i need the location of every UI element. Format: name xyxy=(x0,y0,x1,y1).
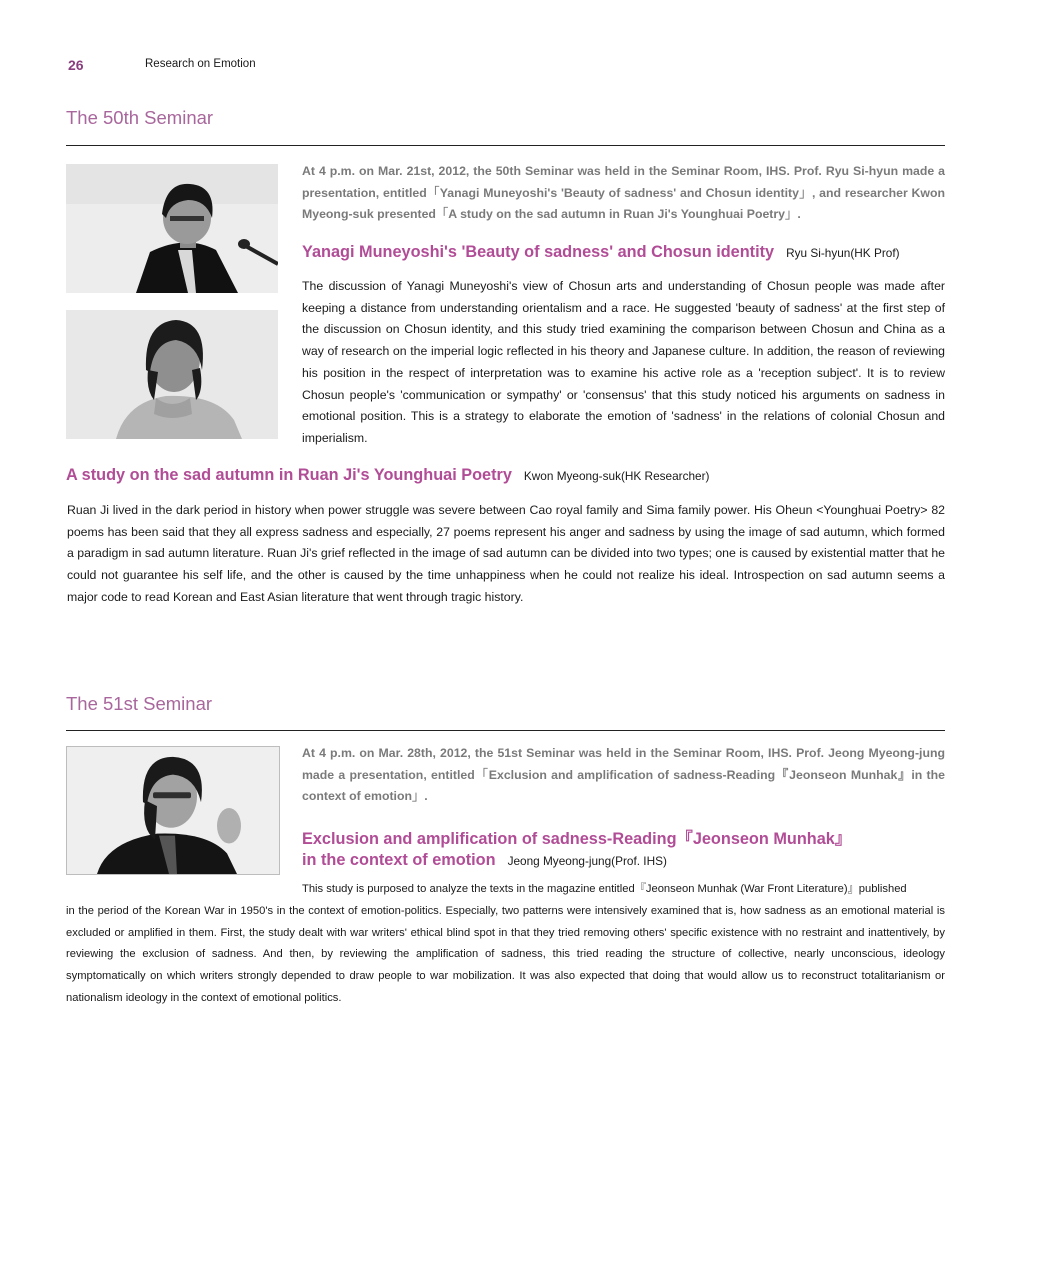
running-header: Research on Emotion xyxy=(145,58,256,70)
talk-title-text: A study on the sad autumn in Ruan Ji's Younghuai Poetry xyxy=(66,466,512,484)
abstract-yanagi: The discussion of Yanagi Muneyoshi's view of Chosun arts and understanding of Chosun people was made after keeping a distance from understanding orientalism and a race. He suggested 'beauty of sadness' at the first step of the discussion on Chosun identity, and this study tried examining the comparison between Chosun and China as a way of research on the imperial logic reflected in his theory and Japanese culture. In addition, the reason of reviewing his position in the respect of interpretation was to examine his active role as a 'reception subject'. It is to review Chosun people's 'communication or sympathy' or 'consensus' that this study noticed his arguments on sadness in emotional position. This is a strategy to elaborate the emotion of 'sadness' in the relations of colonial Chosun and imperialism. xyxy=(302,279,945,445)
section-divider xyxy=(66,730,945,731)
talk-title-text: Yanagi Muneyoshi's 'Beauty of sadness' and Chosun identity xyxy=(302,243,775,261)
speaker-name: Ryu Si-hyun(HK Prof) xyxy=(786,246,900,260)
speaker-name: Kwon Myeong-suk(HK Researcher) xyxy=(523,469,710,483)
page-number: 26 xyxy=(68,57,84,73)
seminar-50-title: The 50th Seminar xyxy=(66,107,214,128)
abstract-ruan-ji: Ruan Ji lived in the dark period in history when power struggle was severe between Cao royal family and Sima family power. His Oheun <Younghuai Poetry> 82 poems has been said that they all express sadness and especially, 27 poems represent his anger and sadness by using the image of sad autumn, which formed a paradigm in sad autumn literature. Ruan Ji's grief reflected in the image of sad autumn can be divided into two types; one is caused by existential matter that he could not guarantee his self life, and the other is caused by the time unhappiness when he could not realize his ideal. Introspection on sad autumn seems a major code to read Korean and East Asian literature that went through tragic history. xyxy=(67,503,945,604)
talk-title-ruan-ji xyxy=(66,466,709,485)
abstract-jeonseon: in the period of the Korean War in 1950's in the context of emotion-politics. Especially, two patterns were intensively examined that is, how sadness as an emotional material is excluded or amplified in them. First, the study dealt with war writers' ethical blind spot in that they tried removing others' specific existence with no restraint and inattentively, by reviewing the exclusion of sadness. And then, by reviewing the amplification of sadness, this tried reading the structure of collective, nearly unconscious, ideology symptomatically on which writers strongly depended to draw people to war mobilization. It was also expected that doing that would allow us to reconstruct totalitarianism or nationalism ideology in the context of emotional politics. xyxy=(66,905,945,1004)
speaker-photo-kwon xyxy=(66,310,278,439)
seminar-51-title: The 51st Seminar xyxy=(66,693,213,714)
talk-title-text: in the context of emotion xyxy=(302,851,496,869)
seminar-50-intro: At 4 p.m. on Mar. 21st, 2012, the 50th Seminar was held in the Seminar Room, IHS. Prof. Ryu Si-hyun made a presentation, entitled「Yanagi Muneyoshi's 'Beauty of sadness' and Chosun identity」, and researcher Kwon Myeong-suk presented「A study on the sad autumn in Ruan Ji's Younghuai Poetry」. xyxy=(302,164,945,222)
speaker-photo-jeong xyxy=(66,746,280,875)
seminar-51-intro: At 4 p.m. on Mar. 28th, 2012, the 51st Seminar was held in the Seminar Room, IHS. Prof. Jeong Myeong-jung made a presentation, entitled「Exclusion and amplification of sadness-Reading『Jeonseon Munhak』in the context of emotion」. xyxy=(302,746,945,804)
talk-title-jeonseon-line2 xyxy=(302,851,667,870)
talk-title-yanagi xyxy=(302,243,900,262)
abstract-jeonseon-lead: This study is purposed to analyze the texts in the magazine entitled『Jeonseon Munhak (War Front Literature)』published xyxy=(302,883,907,895)
section-divider xyxy=(66,145,945,146)
speaker-name: Jeong Myeong-jung(Prof. IHS) xyxy=(507,854,667,868)
talk-title-jeonseon-line1: Exclusion and amplification of sadness-Reading『Jeonseon Munhak』 xyxy=(302,830,852,848)
speaker-photo-ryu xyxy=(66,164,278,293)
